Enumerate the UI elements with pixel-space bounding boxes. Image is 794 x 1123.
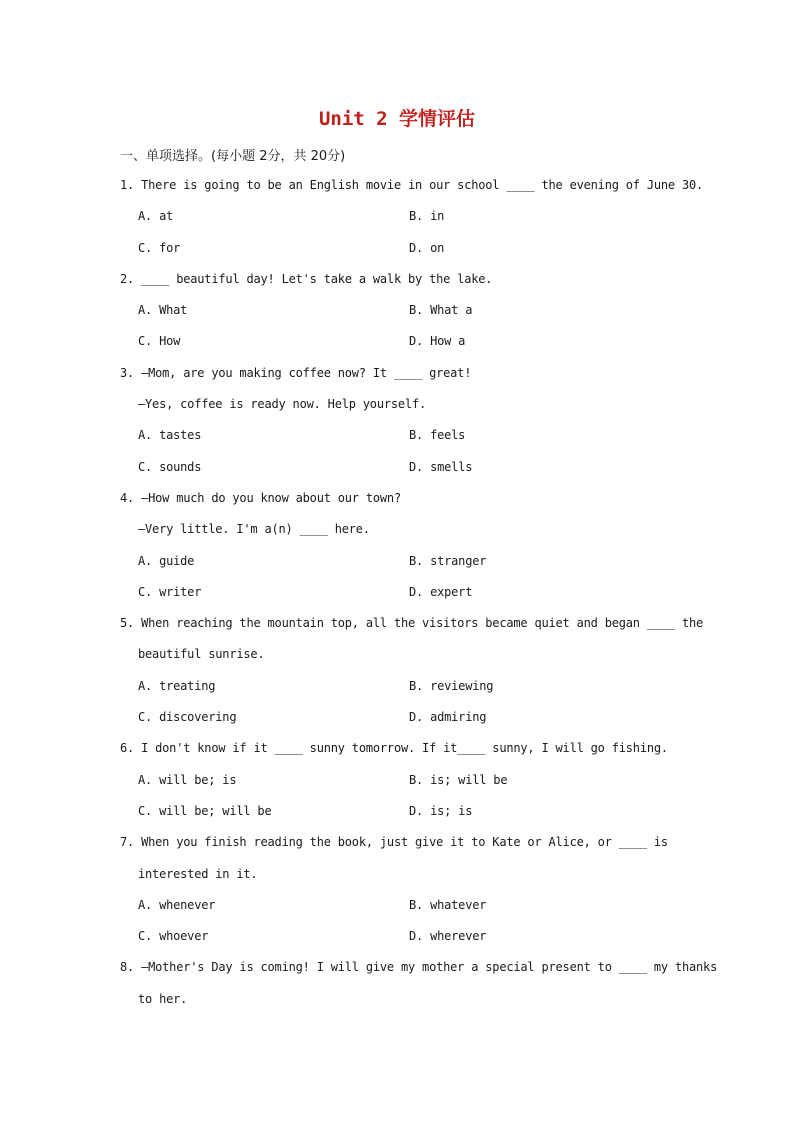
question-list [120,170,718,1015]
option-a: A. What [138,303,188,318]
option-a: A. at [138,209,174,224]
option-d: D. expert [409,584,473,599]
question-2 [120,264,680,358]
page-title: Unit 2 学情评估 [318,108,476,130]
question-stem-continued: —Yes, coffee is ready now. Help yourself. [138,397,427,412]
option-b: B. whatever [409,897,487,912]
option-a: A. whenever [138,897,216,912]
option-c: C. How [138,334,181,349]
option-d: D. on [409,240,445,255]
section-heading: 一、单项选择。(每小题 2分，共 20分) [120,149,346,164]
question-stem: 4. —How much do you know about our town? [120,490,401,505]
option-a: A. treating [138,678,216,693]
question-7 [120,827,680,952]
question-stem: 5. When reaching the mountain top, all the visitors became quiet and began ____ the [120,616,704,631]
question-6 [120,733,680,827]
question-stem: 1. There is going to be an English movie in our school ____ the evening of June 30. [120,178,704,192]
option-c: C. for [138,240,181,255]
question-stem-continued: beautiful sunrise. [138,647,265,662]
question-stem-continued: to her. [138,991,188,1006]
question-1 [120,170,704,264]
option-a: A. will be; is [138,772,237,787]
question-8 [120,952,718,1015]
option-c: C. discovering [138,710,237,725]
option-d: D. wherever [409,929,487,944]
question-stem: 3. —Mom, are you making coffee now? It ____ great! [120,365,472,380]
question-stem-continued: interested in it. [138,866,258,881]
option-b: B. stranger [409,553,487,568]
option-d: D. admiring [409,710,487,725]
question-stem: 8. —Mother's Day is coming! I will give my mother a special present to ____ my thanks [120,960,718,975]
question-3 [120,358,680,483]
option-b: B. is; will be [409,772,508,787]
option-c: C. writer [138,584,202,599]
option-d: D. How a [409,334,466,349]
option-d: D. is; is [409,803,473,818]
option-a: A. tastes [138,428,202,443]
question-stem: 6. I don't know if it ____ sunny tomorrow. If it____ sunny, I will go fishing. [120,741,668,756]
option-c: C. whoever [138,929,209,944]
option-d: D. smells [409,459,473,474]
option-b: B. What a [409,303,473,318]
option-c: C. will be; will be [138,803,272,818]
question-stem: 2. ____ beautiful day! Let's take a walk by the lake. [120,271,493,286]
option-b: B. feels [409,428,466,443]
question-4 [120,483,680,608]
question-stem: 7. When you finish reading the book, just give it to Kate or Alice, or ____ is [120,835,668,850]
question-stem-continued: —Very little. I'm a(n) ____ here. [138,522,370,537]
question-5 [120,608,704,733]
option-b: B. in [409,209,445,224]
option-a: A. guide [138,553,195,568]
option-c: C. sounds [138,459,202,474]
option-b: B. reviewing [409,678,494,693]
